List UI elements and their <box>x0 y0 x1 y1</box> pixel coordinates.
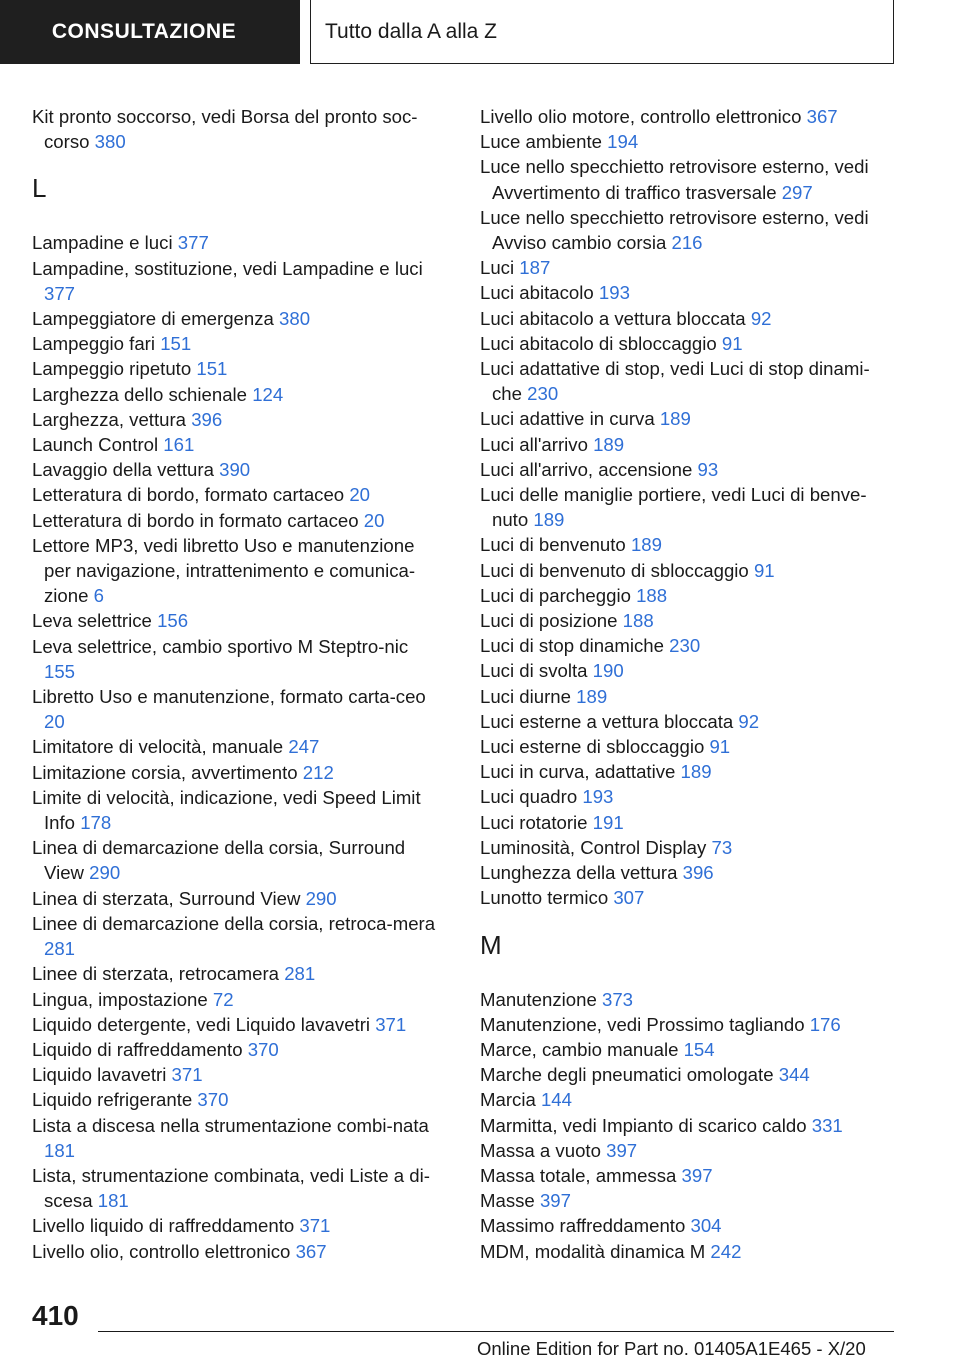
index-entry <box>32 407 440 432</box>
index-entry <box>480 684 890 709</box>
index-entry <box>480 205 890 255</box>
page-reference-link[interactable]: 189 <box>533 509 565 531</box>
page-reference-link[interactable]: 396 <box>682 862 714 884</box>
index-entry <box>32 987 440 1012</box>
index-entry <box>32 1239 440 1264</box>
index-entry <box>480 835 890 860</box>
index-entry <box>480 104 890 129</box>
index-term: Letteratura di bordo, formato cartaceo <box>32 484 345 506</box>
page-reference-link[interactable]: 6 <box>93 585 104 607</box>
page-reference-link[interactable]: 290 <box>305 887 337 909</box>
index-entry <box>32 533 440 609</box>
index-entry <box>32 1113 440 1163</box>
page-reference-link[interactable]: 73 <box>711 836 733 858</box>
index-term: Luci in curva, adattative <box>480 761 676 783</box>
page-reference-link[interactable]: 193 <box>598 282 630 304</box>
index-entry <box>32 760 440 785</box>
index-entry <box>32 886 440 911</box>
index-term: Luci esterne di sbloccaggio <box>480 736 705 758</box>
index-term: Linee di demarcazione della corsia, retroca-mera <box>32 912 436 934</box>
page-reference-link[interactable]: 161 <box>163 434 195 456</box>
index-term: Luci abitacolo a vettura bloccata <box>480 307 746 329</box>
index-entry <box>32 432 440 457</box>
page-reference-link[interactable]: 188 <box>636 584 668 606</box>
page-reference-link[interactable]: 397 <box>681 1164 713 1186</box>
index-term: Lista, strumentazione combinata, vedi Liste a di-scesa <box>32 1164 430 1212</box>
index-term: Limite di velocità, indicazione, vedi Speed Limit Info <box>32 786 421 834</box>
index-entry <box>480 1213 890 1238</box>
index-entry <box>32 306 440 331</box>
page-reference-link[interactable]: 154 <box>683 1038 715 1060</box>
page-header <box>0 0 960 64</box>
page-reference-link[interactable]: 151 <box>196 358 228 380</box>
index-term: Lampadine e luci <box>32 232 173 254</box>
index-entry <box>480 331 890 356</box>
index-entry <box>32 256 440 306</box>
page-reference-link[interactable]: 124 <box>252 383 284 405</box>
index-term: Luci quadro <box>480 786 578 808</box>
index-entry <box>32 104 440 154</box>
index-entry <box>480 356 890 406</box>
index-term: Livello olio motore, controllo elettronico <box>480 106 802 127</box>
index-term: Linee di sterzata, retrocamera <box>32 963 280 985</box>
page-reference-link[interactable]: 290 <box>89 862 121 884</box>
section-tab: CONSULTAZIONE <box>0 0 300 64</box>
index-term: Lista a discesa nella strumentazione combi-nata <box>32 1114 429 1136</box>
page-reference-link[interactable]: 193 <box>582 786 614 808</box>
chapter-title: Tutto dalla A alla Z <box>310 0 894 64</box>
page-reference-link[interactable]: 242 <box>710 1240 742 1262</box>
index-term: Luminosità, Control Display <box>480 836 707 858</box>
index-entry <box>32 1012 440 1037</box>
page-reference-link[interactable]: 216 <box>671 232 703 254</box>
index-entry <box>480 1062 890 1087</box>
index-term: Limitazione corsia, avvertimento <box>32 761 298 783</box>
index-entry <box>480 306 890 331</box>
index-term: Luci di benvenuto di sbloccaggio <box>480 559 749 581</box>
page-reference-link[interactable]: 91 <box>721 332 743 354</box>
footer-rule <box>98 1331 894 1332</box>
page-reference-link[interactable]: 151 <box>160 333 192 355</box>
index-term: Massimo raffreddamento <box>480 1215 686 1237</box>
index-term: Lampeggio fari <box>32 333 156 355</box>
page-reference-link[interactable]: 367 <box>295 1240 327 1262</box>
page-reference-link[interactable]: 144 <box>540 1089 572 1111</box>
index-entry <box>480 1163 890 1188</box>
index-term: Luci di posizione <box>480 610 618 632</box>
page-reference-link[interactable]: 380 <box>94 131 126 153</box>
page-reference-link[interactable]: 189 <box>659 408 691 430</box>
index-term: Lampeggiatore di emergenza <box>32 308 274 330</box>
index-entry <box>32 961 440 986</box>
index-entry <box>480 784 890 809</box>
index-entry <box>32 1037 440 1062</box>
index-term: Luci delle maniglie portiere, vedi Luci di benve-nuto <box>480 484 867 531</box>
index-entry <box>480 432 890 457</box>
page-reference-link[interactable]: 390 <box>219 459 251 481</box>
page-reference-link[interactable]: 20 <box>349 484 370 506</box>
page-reference-link[interactable]: 20 <box>44 711 65 733</box>
index-term: Lavaggio della vettura <box>32 459 214 481</box>
index-entry <box>480 1138 890 1163</box>
index-entry <box>32 331 440 356</box>
page-reference-link[interactable]: 397 <box>606 1139 638 1161</box>
page-reference-link[interactable]: 176 <box>809 1013 841 1035</box>
index-entry <box>32 457 440 482</box>
page-reference-link[interactable]: 370 <box>197 1089 229 1111</box>
index-term: Livello liquido di raffreddamento <box>32 1215 295 1237</box>
page-reference-link[interactable]: 344 <box>778 1064 810 1086</box>
index-entry <box>480 658 890 683</box>
page-reference-link[interactable]: 367 <box>806 106 838 127</box>
index-term: Luci di svolta <box>480 660 588 682</box>
index-term: Luci di parcheggio <box>480 584 631 606</box>
index-entry <box>480 280 890 305</box>
page-reference-link[interactable]: 156 <box>157 610 189 632</box>
index-entry <box>480 633 890 658</box>
index-letter-heading: L <box>32 173 47 204</box>
page-reference-link[interactable]: 155 <box>44 660 76 682</box>
page-reference-link[interactable]: 92 <box>738 710 760 732</box>
page-reference-link[interactable]: 230 <box>669 635 701 657</box>
index-entry <box>480 987 890 1012</box>
page-reference-link[interactable]: 377 <box>177 232 209 254</box>
index-term: Luci abitacolo <box>480 282 594 304</box>
index-term: Luci diurne <box>480 685 571 707</box>
index-term: Larghezza dello schienale <box>32 383 248 405</box>
page-reference-link[interactable]: 370 <box>247 1038 279 1060</box>
index-term: Leva selettrice, cambio sportivo M Steptro-nic <box>32 635 409 657</box>
page-number: 410 <box>32 1300 79 1331</box>
index-entry <box>480 255 890 280</box>
page-reference-link[interactable]: 212 <box>302 761 334 783</box>
page-reference-link[interactable]: 189 <box>680 761 712 783</box>
page-reference-link[interactable]: 187 <box>519 257 551 279</box>
page-reference-link[interactable]: 181 <box>44 1139 76 1161</box>
index-term: Luci adattive in curva <box>480 408 655 430</box>
index-term: MDM, modalità dinamica M <box>480 1240 706 1262</box>
page-reference-link[interactable]: 281 <box>284 963 316 985</box>
index-term: Luci di stop dinamiche <box>480 635 664 657</box>
page-reference-link[interactable]: 190 <box>592 660 624 682</box>
index-term: Luci all'arrivo <box>480 433 588 455</box>
page-reference-link[interactable]: 380 <box>279 308 311 330</box>
page-reference-link[interactable]: 91 <box>709 736 731 758</box>
index-entry <box>32 482 440 507</box>
index-term: Luce nello specchietto retrovisore esterno, vedi Avvertimento di traffico trasversale <box>480 156 869 203</box>
page-reference-link[interactable]: 377 <box>44 282 76 304</box>
index-entry <box>32 684 440 734</box>
index-term: Launch Control <box>32 434 159 456</box>
page-reference-link[interactable]: 72 <box>212 988 234 1010</box>
index-entry <box>480 482 890 532</box>
page-reference-link[interactable]: 397 <box>539 1190 571 1212</box>
page-reference-link[interactable]: 181 <box>97 1190 129 1212</box>
index-entry <box>32 911 440 961</box>
index-term: Luci <box>480 257 515 279</box>
page-reference-link[interactable]: 373 <box>601 988 634 1010</box>
page-reference-link[interactable]: 188 <box>622 610 654 632</box>
index-entry <box>32 785 440 835</box>
page-reference-link[interactable]: 20 <box>363 509 385 531</box>
index-term: Letteratura di bordo in formato cartaceo <box>32 509 359 531</box>
index-term: Luce nello specchietto retrovisore esterno, vedi Avviso cambio corsia <box>480 206 869 254</box>
index-term: Lettore MP3, vedi libretto Uso e manutenzione per navigazione, intrattenimento e comunica-zione <box>32 534 416 607</box>
index-term: Marcia <box>480 1089 536 1111</box>
index-term: Luci rotatorie <box>480 811 588 833</box>
index-term: Lunotto termico <box>480 887 609 909</box>
index-term: Luci all'arrivo, accensione <box>480 458 693 480</box>
page-reference-link[interactable]: 178 <box>80 812 112 834</box>
index-term: Manutenzione, vedi Prossimo tagliando <box>480 1013 805 1035</box>
index-entry <box>480 759 890 784</box>
index-letter-heading: M <box>480 929 502 960</box>
index-term: Marmitta, vedi Impianto di scarico caldo <box>480 1114 807 1136</box>
index-term: Limitatore di velocità, manuale <box>32 736 284 758</box>
index-term: Luci esterne a vettura bloccata <box>480 710 734 732</box>
page-reference-link[interactable]: 93 <box>697 458 719 480</box>
index-entry <box>480 1012 890 1037</box>
index-term: Massa totale, ammessa <box>480 1164 677 1186</box>
index-entry <box>480 860 890 885</box>
index-entry <box>480 885 890 910</box>
edition-note: Online Edition for Part no. 01405A1E465 - X/20 <box>477 1338 866 1359</box>
index-term: Liquido di raffreddamento <box>32 1038 243 1060</box>
page-reference-link[interactable]: 92 <box>750 307 772 329</box>
page-reference-link[interactable]: 396 <box>191 408 223 430</box>
index-entry <box>32 634 440 684</box>
index-entry <box>480 1113 890 1138</box>
index-term: Masse <box>480 1190 535 1212</box>
index-entry <box>480 1188 890 1213</box>
index-term: Luci abitacolo di sbloccaggio <box>480 332 717 354</box>
page-reference-link[interactable]: 371 <box>375 1013 407 1035</box>
index-entry <box>480 154 890 204</box>
index-entry <box>480 583 890 608</box>
index-entry <box>32 230 440 255</box>
index-entry <box>480 608 890 633</box>
index-term: Larghezza, vettura <box>32 408 187 430</box>
index-column-left <box>32 104 440 1264</box>
page-reference-link[interactable]: 189 <box>630 534 662 556</box>
index-entry <box>480 709 890 734</box>
index-entry <box>32 1213 440 1238</box>
index-entry <box>32 1062 440 1087</box>
index-term: Liquido lavavetri <box>32 1064 167 1086</box>
index-entry <box>32 356 440 381</box>
page-reference-link[interactable]: 91 <box>753 559 775 581</box>
index-term: Lampadine, sostituzione, vedi Lampadine e luci <box>32 257 423 279</box>
page-reference-link[interactable]: 297 <box>781 181 813 203</box>
page-reference-link[interactable]: 189 <box>593 433 625 455</box>
page-reference-link[interactable]: 194 <box>607 131 639 153</box>
index-entry <box>480 1239 890 1264</box>
page-reference-link[interactable]: 371 <box>299 1215 331 1237</box>
page-reference-link[interactable]: 281 <box>44 938 76 960</box>
index-entry <box>480 810 890 835</box>
page-reference-link[interactable]: 331 <box>811 1114 843 1136</box>
index-entry <box>32 382 440 407</box>
index-term: Marche degli pneumatici omologate <box>480 1064 774 1086</box>
index-term: Luci adattative di stop, vedi Luci di stop dinami-che <box>480 358 870 405</box>
index-entry <box>480 734 890 759</box>
index-entry <box>32 734 440 759</box>
index-term: Liquido refrigerante <box>32 1089 193 1111</box>
index-entry <box>480 406 890 431</box>
index-term: Luce ambiente <box>480 131 602 153</box>
index-term: Manutenzione <box>480 988 597 1010</box>
index-entry <box>32 1163 440 1213</box>
index-entry <box>480 1087 890 1112</box>
index-term: Linea di demarcazione della corsia, Surround View <box>32 837 406 884</box>
index-entry <box>480 532 890 557</box>
page-reference-link[interactable]: 230 <box>527 383 559 405</box>
index-column-right <box>480 104 890 1264</box>
page-reference-link[interactable]: 191 <box>592 811 624 833</box>
index-term: Marce, cambio manuale <box>480 1038 679 1060</box>
index-term: Leva selettrice <box>32 610 152 632</box>
index-entry <box>480 1037 890 1062</box>
page-reference-link[interactable]: 307 <box>613 887 645 909</box>
index-term: Libretto Uso e manutenzione, formato carta-ceo <box>32 686 426 708</box>
index-entry <box>480 558 890 583</box>
index-entry <box>480 129 890 154</box>
page-reference-link[interactable]: 371 <box>171 1064 203 1086</box>
index-term: Lingua, impostazione <box>32 988 208 1010</box>
index-term: Linea di sterzata, Surround View <box>32 887 301 909</box>
index-term: Lunghezza della vettura <box>480 862 678 884</box>
index-term: Liquido detergente, vedi Liquido lavavetri <box>32 1013 371 1035</box>
index-term: Lampeggio ripetuto <box>32 358 192 380</box>
index-entry <box>32 608 440 633</box>
index-term: Livello olio, controllo elettronico <box>32 1240 291 1262</box>
page-reference-link[interactable]: 304 <box>690 1215 722 1237</box>
index-entry <box>32 1087 440 1112</box>
page-reference-link[interactable]: 189 <box>576 685 608 707</box>
index-entry <box>32 508 440 533</box>
index-term: Luci di benvenuto <box>480 534 626 556</box>
index-term: Massa a vuoto <box>480 1139 601 1161</box>
page-reference-link[interactable]: 247 <box>288 736 320 758</box>
index-entry <box>32 835 440 885</box>
index-entry <box>480 457 890 482</box>
index-term: Kit pronto soccorso, vedi Borsa del pronto soc-corso <box>32 106 418 153</box>
